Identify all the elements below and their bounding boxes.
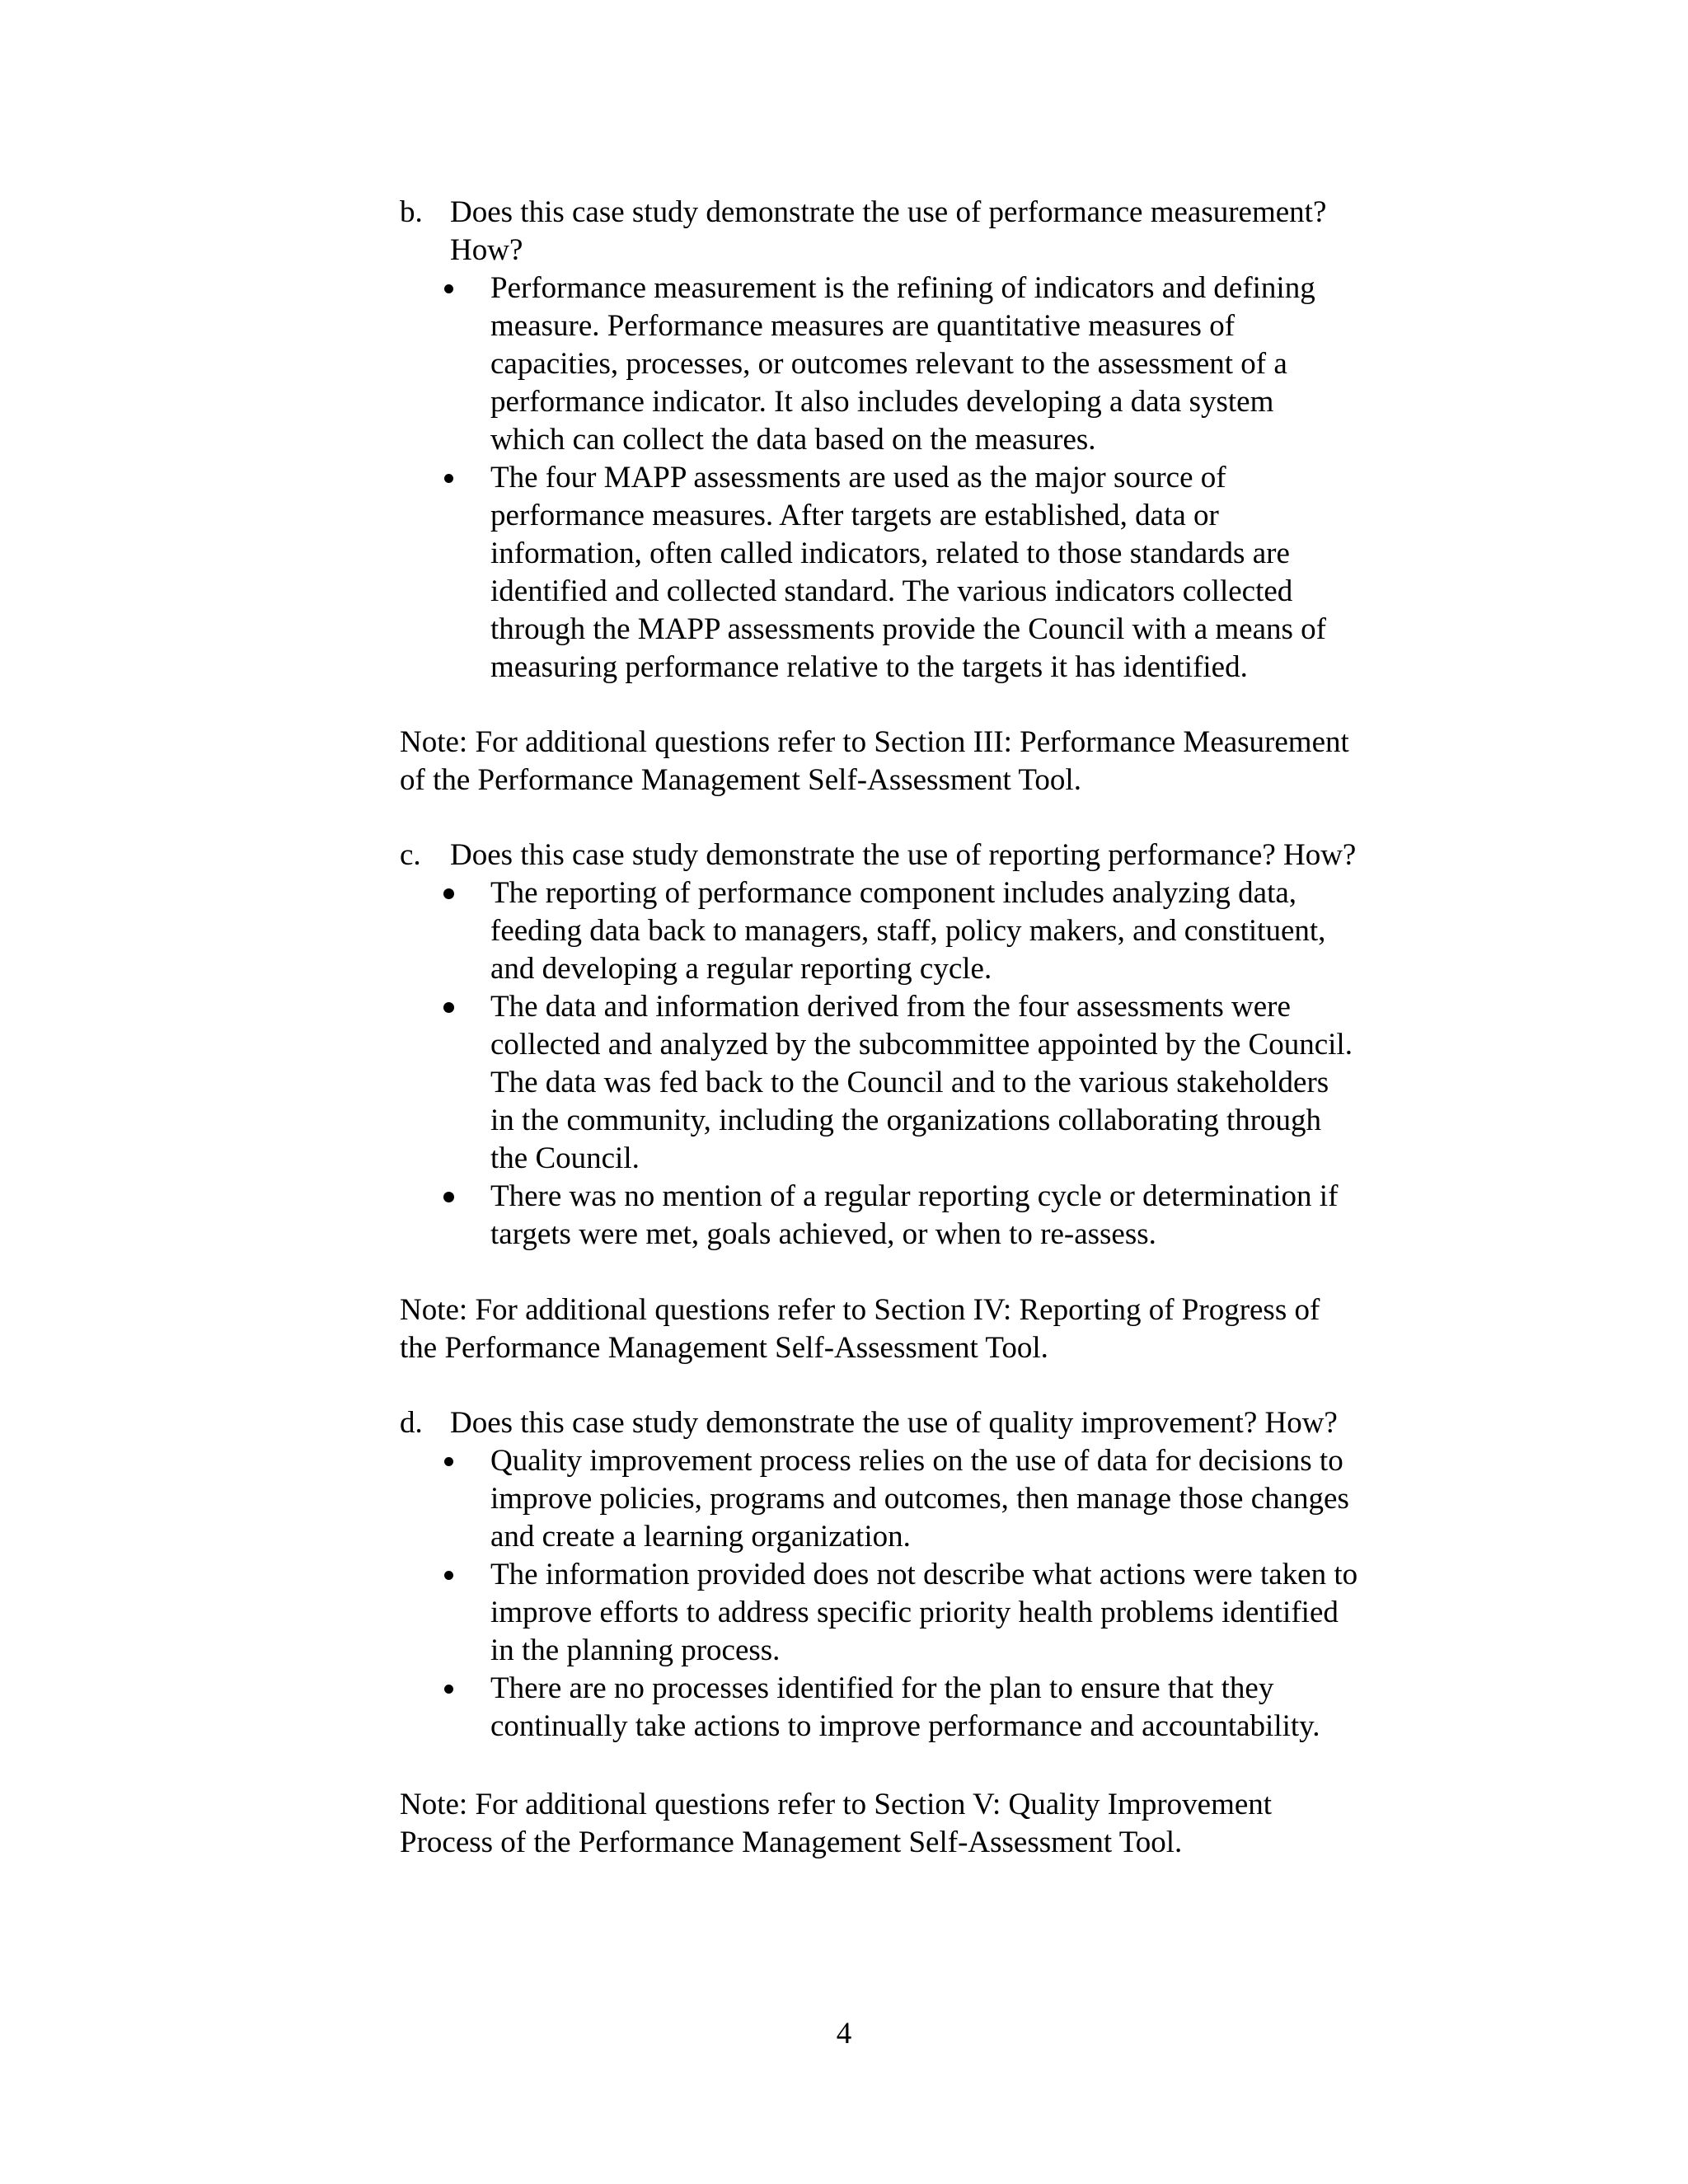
bullet-icon bbox=[443, 888, 454, 899]
list-item bbox=[400, 1670, 1438, 1746]
question-line: Does this case study demonstrate the use of reporting performance? How? bbox=[450, 838, 1357, 872]
bullet-line: There are no processes identified for the plan to ensure that they bbox=[490, 1671, 1274, 1705]
bullet-line: which can collect the data based on the measures. bbox=[490, 423, 1096, 457]
bullet-line: The reporting of performance component includes analyzing data, bbox=[490, 876, 1297, 910]
note-line: Note: For additional questions refer to Section IV: Reporting of Progress of bbox=[400, 1293, 1320, 1327]
note-c bbox=[400, 1291, 1471, 1367]
bullet-line: performance indicator. It also includes developing a data system bbox=[490, 385, 1274, 419]
bullet-line: There was no mention of a regular reporting cycle or determination if bbox=[490, 1179, 1339, 1213]
bullet-line: measure. Performance measures are quantitative measures of bbox=[490, 309, 1236, 343]
bullet-icon bbox=[444, 474, 453, 483]
bullet-line: in the planning process. bbox=[490, 1633, 781, 1667]
bullet-line: through the MAPP assessments provide the Council with a means of bbox=[490, 612, 1326, 646]
bullet-line: and create a learning organization. bbox=[490, 1520, 911, 1554]
bullet-line: continually take actions to improve performance and accountability. bbox=[490, 1709, 1320, 1743]
bullet-line: in the community, including the organizations collaborating through bbox=[490, 1104, 1322, 1137]
bullet-line: The four MAPP assessments are used as the major source of bbox=[490, 461, 1226, 494]
question-letter: c. bbox=[400, 838, 421, 872]
bullet-line: feeding data back to managers, staff, policy makers, and constituent, bbox=[490, 914, 1326, 948]
list-item bbox=[400, 874, 1438, 988]
question-b bbox=[400, 194, 1438, 269]
bullet-line: improve efforts to address specific priority health problems identified bbox=[490, 1596, 1339, 1629]
list-item bbox=[400, 269, 1438, 459]
bullet-icon bbox=[443, 1002, 454, 1013]
note-d bbox=[400, 1786, 1471, 1862]
bullet-icon bbox=[444, 1571, 453, 1580]
page-number: 4 bbox=[836, 2017, 852, 2050]
bullet-line: collected and analyzed by the subcommittee appointed by the Council. bbox=[490, 1028, 1353, 1062]
bullet-list bbox=[400, 269, 1438, 687]
bullet-line: and developing a regular reporting cycle. bbox=[490, 952, 992, 986]
bullet-line: information, often called indicators, related to those standards are bbox=[490, 537, 1290, 570]
bullet-line: identified and collected standard. The various indicators collected bbox=[490, 574, 1293, 608]
bullet-line: the Council. bbox=[490, 1141, 640, 1175]
bullet-list bbox=[400, 1442, 1438, 1746]
question-line: Does this case study demonstrate the use of performance measurement? bbox=[450, 195, 1327, 229]
list-item bbox=[400, 459, 1438, 687]
bullet-line: The information provided does not describe what actions were taken to bbox=[490, 1558, 1358, 1591]
section-d bbox=[400, 1404, 1438, 1746]
question-letter: b. bbox=[400, 195, 423, 229]
note-line: of the Performance Management Self-Assessment Tool. bbox=[400, 763, 1081, 797]
bullet-icon bbox=[444, 1457, 453, 1466]
question-c bbox=[400, 837, 1438, 874]
bullet-icon bbox=[444, 1685, 453, 1694]
bullet-icon bbox=[444, 284, 453, 293]
list-item bbox=[400, 1178, 1438, 1254]
note-b bbox=[400, 724, 1471, 799]
question-line: Does this case study demonstrate the use of quality improvement? How? bbox=[450, 1406, 1338, 1440]
list-item bbox=[400, 1442, 1438, 1556]
bullet-line: Quality improvement process relies on the use of data for decisions to bbox=[490, 1444, 1343, 1478]
bullet-line: The data and information derived from the four assessments were bbox=[490, 990, 1291, 1024]
note-line: the Performance Management Self-Assessment Tool. bbox=[400, 1331, 1048, 1365]
section-b bbox=[400, 194, 1438, 687]
list-item bbox=[400, 988, 1438, 1178]
question-d bbox=[400, 1404, 1438, 1442]
bullet-line: performance measures. After targets are established, data or bbox=[490, 499, 1219, 532]
note-line: Note: For additional questions refer to Section III: Performance Measurement bbox=[400, 725, 1349, 759]
bullet-icon bbox=[443, 1192, 454, 1202]
bullet-line: The data was fed back to the Council and to the various stakeholders bbox=[490, 1066, 1329, 1099]
bullet-line: measuring performance relative to the targets it has identified. bbox=[490, 650, 1248, 684]
note-line: Process of the Performance Management Self-Assessment Tool. bbox=[400, 1825, 1183, 1859]
question-line: How? bbox=[450, 233, 523, 267]
note-line: Note: For additional questions refer to Section V: Quality Improvement bbox=[400, 1788, 1273, 1821]
bullet-line: targets were met, goals achieved, or when to re-assess. bbox=[490, 1217, 1156, 1251]
bullet-line: improve policies, programs and outcomes, then manage those changes bbox=[490, 1482, 1349, 1516]
list-item bbox=[400, 1556, 1438, 1670]
bullet-list bbox=[400, 874, 1438, 1254]
section-c bbox=[400, 837, 1438, 1254]
bullet-line: Performance measurement is the refining of indicators and defining bbox=[490, 271, 1315, 305]
bullet-line: capacities, processes, or outcomes relevant to the assessment of a bbox=[490, 347, 1287, 381]
question-letter: d. bbox=[400, 1406, 423, 1440]
